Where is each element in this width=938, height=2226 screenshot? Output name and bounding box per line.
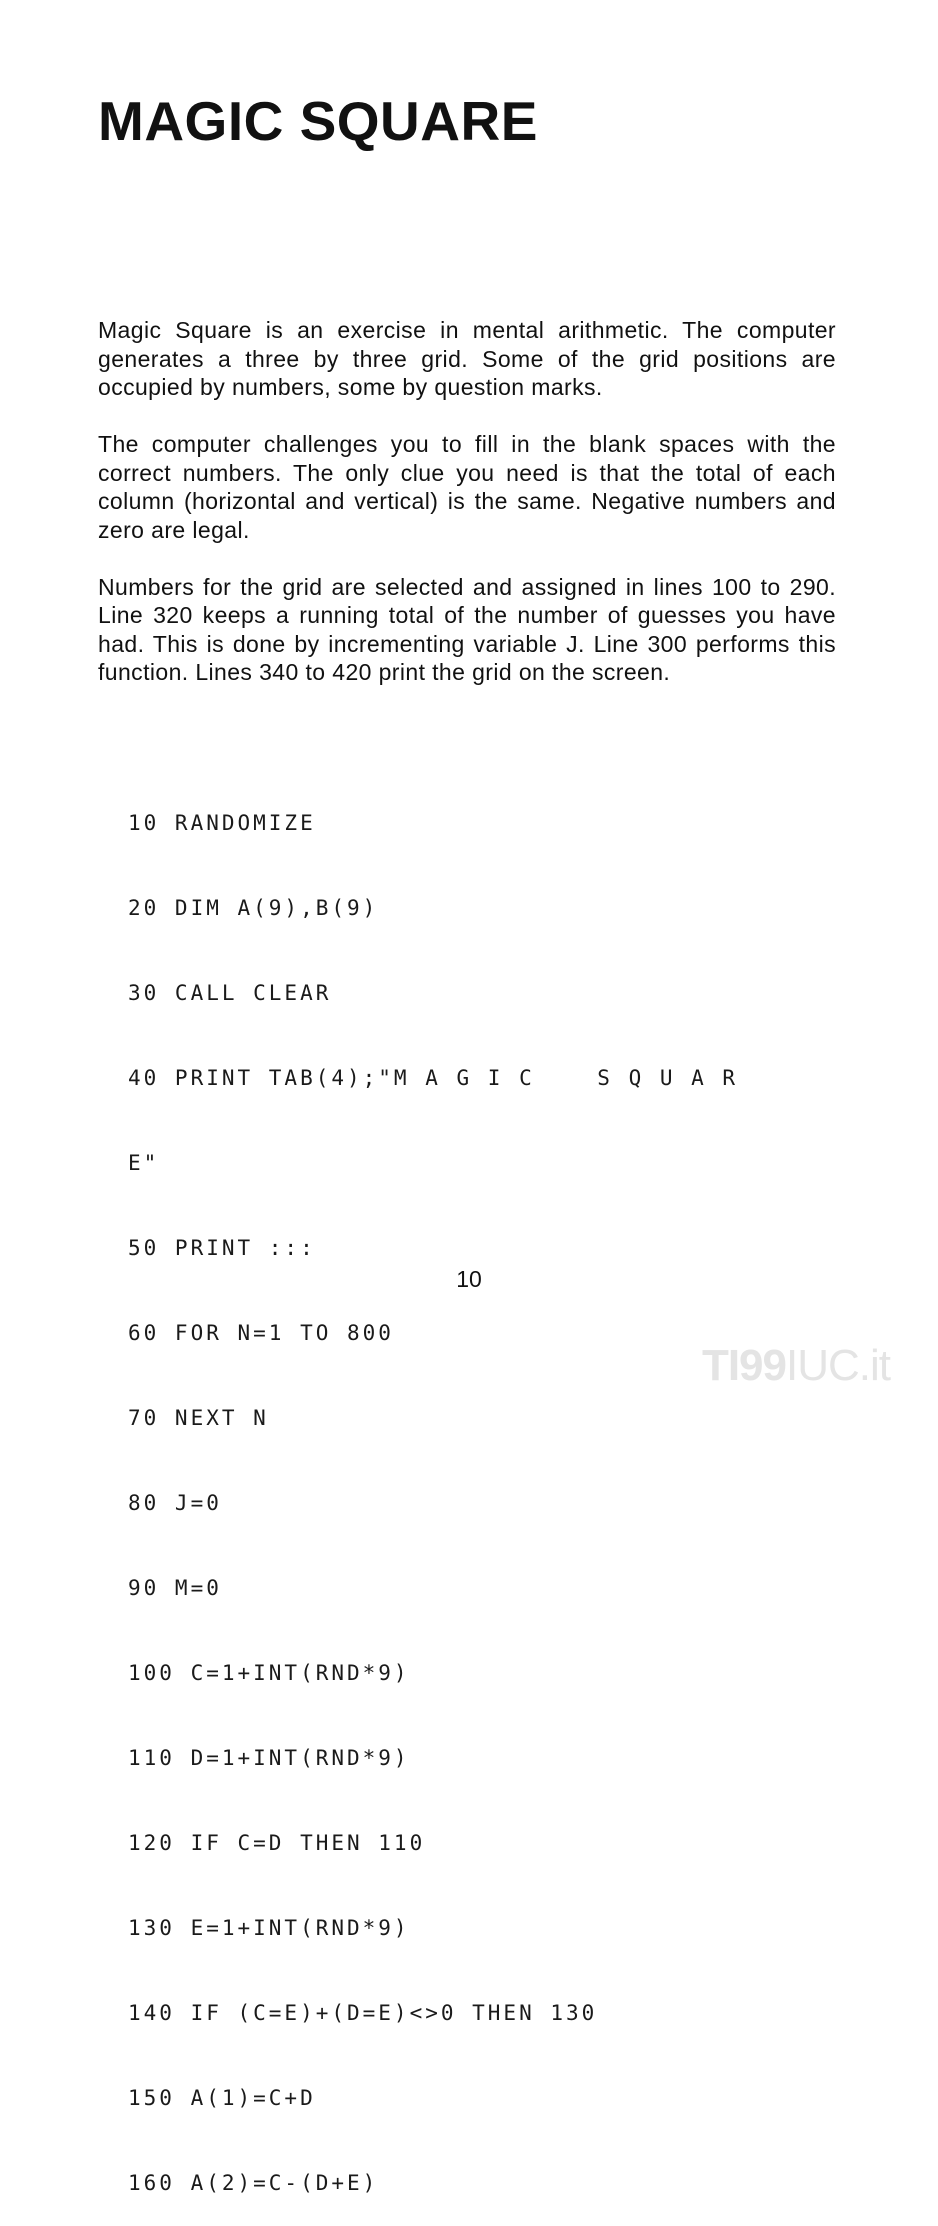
code-line: 20 DIM A(9),B(9) <box>128 895 379 920</box>
page-number: 10 <box>456 1266 482 1292</box>
code-line: 130 E=1+INT(RND*9) <box>128 1916 410 1941</box>
body-text <box>98 316 836 715</box>
code-line: 150 A(1)=C+D <box>128 2086 316 2111</box>
code-line: 100 C=1+INT(RND*9) <box>128 1661 410 1685</box>
code-line: 10 RANDOMIZE <box>128 810 316 835</box>
code-line: 40 PRINT TAB(4);"M A G I C S Q U A R <box>128 1065 739 1090</box>
watermark <box>702 1341 890 1391</box>
paragraph-intro: Magic Square is an exercise in mental arithmetic. The computer generates a three by three grid. Some of the grid positions are occupied by numbers, some by question marks. <box>98 317 836 400</box>
watermark-brand: TI99 <box>701 1341 786 1390</box>
code-line: 110 D=1+INT(RND*9) <box>128 1746 410 1771</box>
paragraph-rules: The computer challenges you to fill in the blank spaces with the correct numbers. The only clue you need is that the total of each column (horizontal and vertical) is the same. Negative numbers and zero are legal. <box>98 431 836 543</box>
code-line: 90 M=0 <box>128 1575 222 1600</box>
code-line: 60 FOR N=1 TO 800 <box>128 1320 394 1345</box>
page-title: MAGIC SQUARE <box>98 90 538 152</box>
code-line: 140 IF (C=E)+(D=E)<>0 THEN 130 <box>128 2001 598 2026</box>
watermark-suffix: IUC.it <box>786 1341 890 1390</box>
code-line: 70 NEXT N <box>128 1405 269 1430</box>
paragraph-program-notes: Numbers for the grid are selected and assigned in lines 100 to 290. Line 320 keeps a running total of the number of guesses you have had. This is done by incrementing variable J. Line 300 performs this function. Lines 340 to 420 print the grid on the screen. <box>98 573 836 685</box>
code-line: 160 A(2)=C-(D+E) <box>128 2171 379 2196</box>
program-listing <box>128 752 738 2226</box>
code-line: E" <box>128 1150 160 1175</box>
code-line: 80 J=0 <box>128 1490 222 1515</box>
code-line: 30 CALL CLEAR <box>128 980 332 1005</box>
code-line: 50 PRINT ::: <box>128 1235 316 1260</box>
code-line: 120 IF C=D THEN 110 <box>128 1831 426 1856</box>
